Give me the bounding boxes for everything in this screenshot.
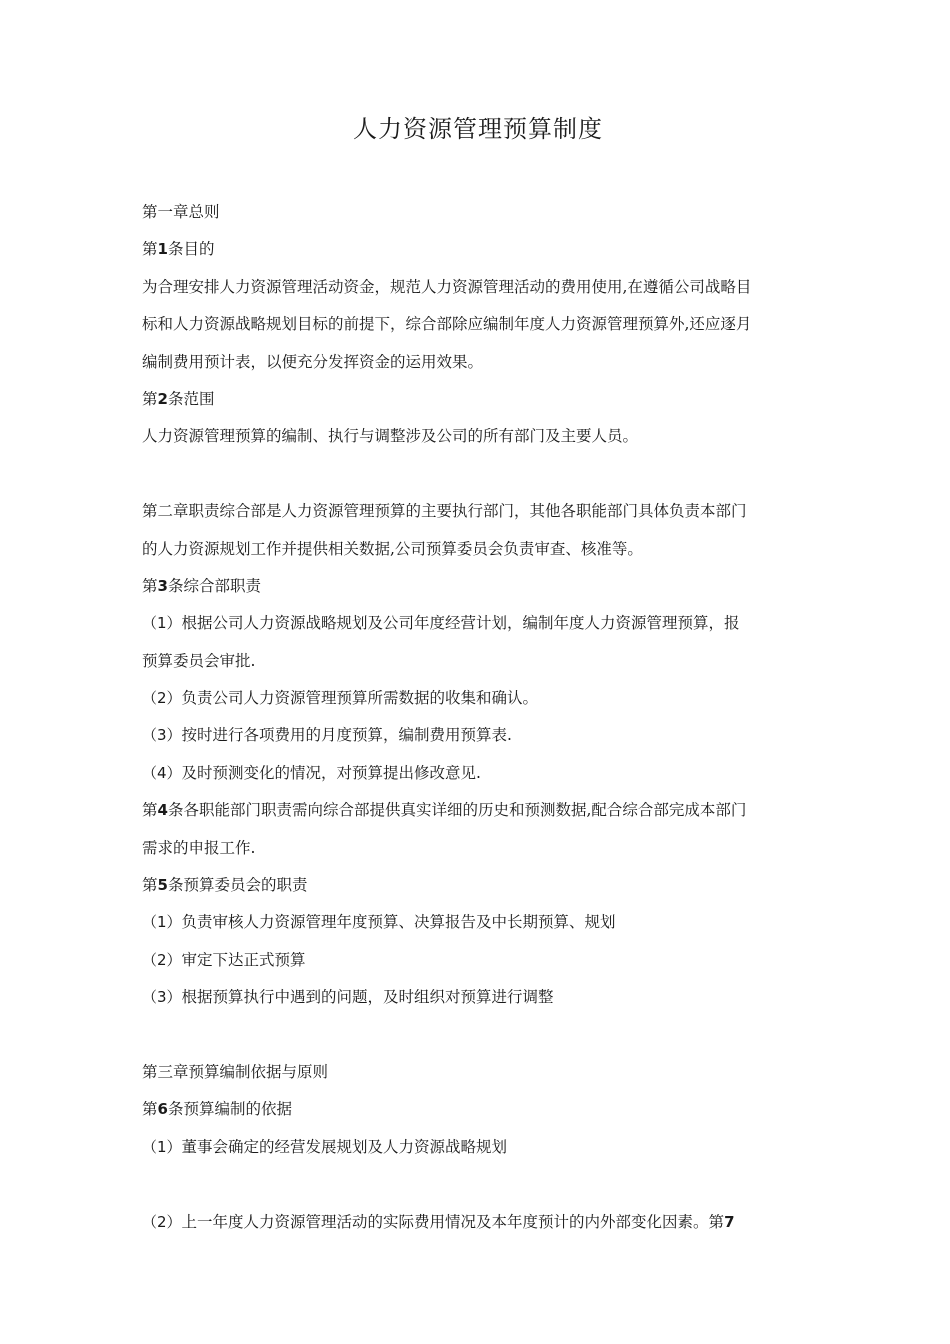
item-text: 负责公司人力资源管理预算所需数据的收集和确认。 (181, 689, 539, 708)
article-text: 条目的 (167, 240, 215, 259)
article-number: 1 (157, 240, 168, 259)
list-item (142, 942, 814, 979)
article-prefix: 第 (142, 1100, 158, 1119)
article-text: 条预算委员会的职责 (167, 876, 308, 895)
text-line: 第二章职责综合部是人力资源管理预算的主要执行部门，其他各职能部门具体负责本部门 (142, 502, 747, 521)
article-number: 6 (157, 1100, 168, 1119)
blank-line (142, 1017, 814, 1054)
document-body (142, 194, 814, 1241)
item-label: （2） (142, 1212, 182, 1231)
item-label: （3） (142, 726, 182, 745)
text-line: 第一章总则 (142, 203, 220, 221)
item-label: （3） (142, 988, 182, 1007)
list-item (142, 755, 814, 792)
text-line: 标和人力资源战略规划目标的前提下，综合部除应编制年度人力资源管理预算外,还应逐月 (142, 315, 752, 334)
text-line: 为合理安排人力资源管理活动资金，规范人力资源管理活动的费用使用,在遵循公司战略目 (142, 277, 752, 296)
text-line: 编制费用预计表，以便充分发挥资金的运用效果。 (142, 352, 484, 371)
item-text: 上一年度人力资源管理活动的实际费用情况及本年度预计的内外部变化因素。第 (181, 1212, 725, 1231)
list-item (142, 680, 814, 717)
article-line (142, 568, 814, 605)
item-text: 董事会确定的经营发展规划及人力资源战略规划 (181, 1137, 508, 1156)
item-text: 根据公司人力资源战略规划及公司年度经营计划，编制年度人力资源管理预算，报 (181, 614, 740, 633)
article-number: 5 (157, 876, 168, 895)
article-line (142, 381, 814, 418)
text-line: 需求的申报工作. (142, 838, 256, 857)
list-item (142, 904, 814, 941)
list-item (142, 605, 814, 642)
article-line (142, 231, 814, 268)
article-number: 4 (157, 801, 168, 820)
article-number: 2 (157, 389, 168, 408)
article-line (142, 867, 814, 904)
article-line (142, 792, 814, 829)
item-label: （2） (142, 950, 182, 969)
item-label: （2） (142, 689, 182, 708)
text-line: 第三章预算编制依据与原则 (142, 1062, 329, 1081)
item-text: 负责审核人力资源管理年度预算、决算报告及中长期预算、规划 (181, 913, 616, 932)
article-text: 条预算编制的依据 (167, 1100, 292, 1119)
list-item (142, 717, 814, 754)
item-text: 及时预测变化的情况，对预算提出修改意见. (181, 763, 481, 782)
text-line: 人力资源管理预算的编制、执行与调整涉及公司的所有部门及主要人员。 (142, 427, 639, 446)
article-number: 7 (724, 1212, 735, 1231)
article-prefix: 第 (142, 801, 158, 820)
item-label: （1） (142, 614, 182, 633)
item-label: （1） (142, 913, 182, 932)
item-label: （4） (142, 763, 182, 782)
item-text: 审定下达正式预算 (181, 950, 306, 969)
article-text: 条范围 (167, 389, 215, 408)
article-line (142, 1091, 814, 1128)
item-text: 按时进行各项费用的月度预算，编制费用预算表. (181, 726, 512, 745)
text-line: 的人力资源规划工作并提供相关数据,公司预算委员会负责审查、核准等。 (142, 539, 643, 558)
item-label: （1） (142, 1137, 182, 1156)
item-text: 根据预算执行中遇到的问题，及时组织对预算进行调整 (181, 988, 554, 1007)
article-prefix: 第 (142, 240, 158, 259)
article-text: 条各职能部门职责需向综合部提供真实详细的历史和预测数据,配合综合部完成本部门 (167, 801, 747, 820)
article-prefix: 第 (142, 389, 158, 408)
article-prefix: 第 (142, 576, 158, 595)
article-text: 条综合部职责 (167, 576, 261, 595)
article-prefix: 第 (142, 876, 158, 895)
list-item (142, 1129, 814, 1166)
list-item (142, 979, 814, 1016)
article-number: 3 (157, 576, 168, 595)
document-title: 人力资源管理预算制度 (353, 115, 603, 143)
blank-line (142, 456, 814, 493)
list-item (142, 1204, 814, 1241)
text-line: 预算委员会审批. (142, 651, 256, 670)
blank-line (142, 1166, 814, 1203)
